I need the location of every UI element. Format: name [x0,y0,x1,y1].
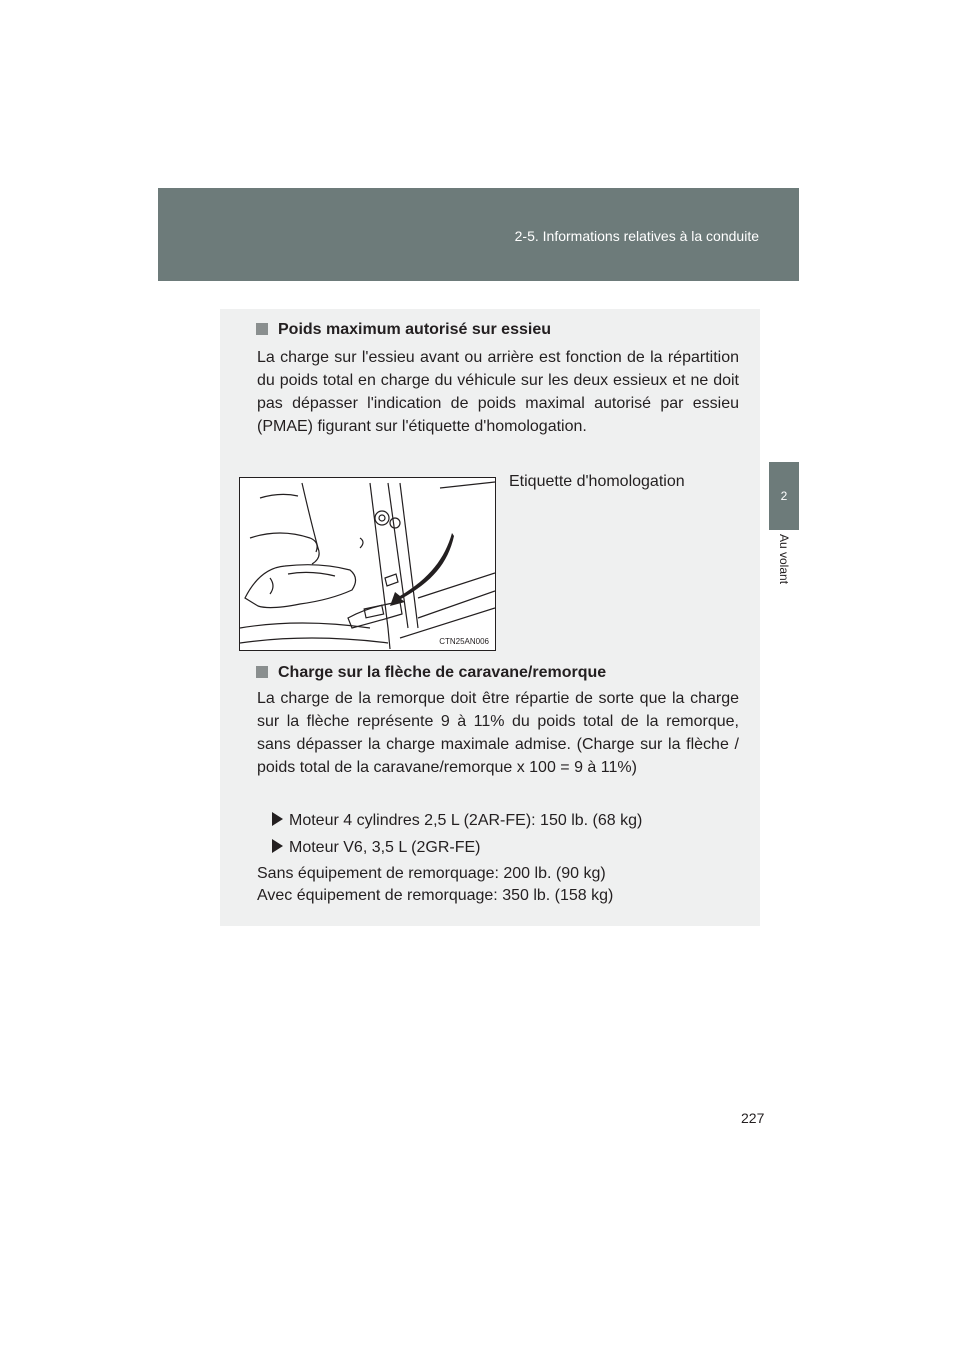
towbar-paragraph: La charge de la remorque doit être répartie de sorte que la charge sur la flèche représente 9 à 11% du poids total de la remorque, sans dépasser la charge maximale admise. (Charge sur la flèche / poids total de la caravane/remorque x 100 = 9 à 11%) [257,690,739,776]
section-heading-axle [256,321,551,339]
figure-caption: Etiquette d'homologation [509,473,685,490]
with-towing-line: Avec équipement de remorquage: 350 lb. (158 kg) [257,887,614,904]
square-bullet-icon [256,323,268,335]
figure-code: CTN25AN006 [439,637,489,646]
triangle-bullet-icon [272,812,283,826]
section-title: 2-5. Informations relatives à la conduite [514,228,759,244]
heading-text: Charge sur la flèche de caravane/remorque [278,664,607,681]
engine-bullet-1 [272,809,642,832]
triangle-bullet-icon [272,839,283,853]
vehicle-illustration [239,477,496,651]
section-heading-towbar [256,664,606,682]
chapter-label: Au volant [777,534,791,585]
axle-paragraph: La charge sur l'essieu avant ou arrière est fonction de la répartition du poids total en charge du véhicule sur les deux essieux et ne doit pas dépasser l'indication de poids maximal autorisé par essieu (PMAE) figurant sur l'étiquette d'homologation. [257,349,739,435]
engine-bullet-2 [272,836,480,859]
door-sill-drawing [240,478,495,650]
chapter-tab: 2 [769,462,799,530]
bullet-text: Moteur 4 cylindres 2,5 L (2AR-FE): 150 lb. (68 kg) [289,812,643,829]
page-number: 227 [741,1110,765,1126]
bullet-text: Moteur V6, 3,5 L (2GR-FE) [289,839,481,856]
info-box [220,309,760,926]
heading-text: Poids maximum autorisé sur essieu [278,321,551,338]
without-towing-line: Sans équipement de remorquage: 200 lb. (90 kg) [257,865,606,882]
header-band [158,188,799,281]
square-bullet-icon [256,666,268,678]
